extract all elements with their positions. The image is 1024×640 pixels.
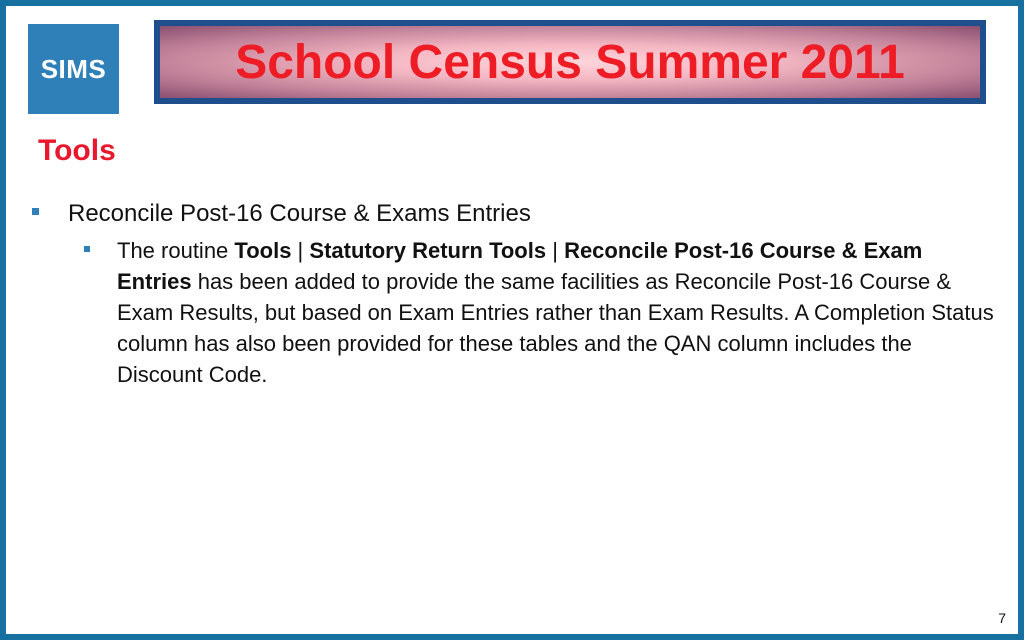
menu-path-reconcile: Reconcile Post-16 Course & Exam Entries (117, 238, 923, 294)
bullet-level1-text: Reconcile Post-16 Course & Exams Entries (68, 200, 531, 227)
bullet-rest: has been added to provide the same facilities as Reconcile Post-16 Course & Exam Results, but based on Exam Entries rather than Exam Results. A Completion Status column has also been provided for these tables and the QAN column includes the Discount Code. (117, 269, 994, 387)
sims-logo (28, 24, 119, 114)
bullet-lead: The routine (117, 238, 235, 263)
path-separator: | (546, 238, 565, 263)
logo-text: SIMS (40, 53, 107, 84)
menu-path-statutory-return-tools: Statutory Return Tools (309, 238, 547, 263)
square-bullet-icon (32, 208, 39, 215)
menu-path-tools: Tools (234, 238, 292, 263)
bullet-level1 (32, 198, 992, 230)
page-number: 7 (998, 610, 1006, 626)
bullet-level2 (84, 235, 1002, 390)
title-banner (154, 20, 986, 104)
path-separator: | (291, 238, 310, 263)
bullet-level2-text (117, 235, 997, 390)
square-bullet-icon (84, 246, 90, 252)
slide-title: School Census Summer 2011 (235, 35, 905, 89)
section-heading: Tools (38, 134, 116, 167)
